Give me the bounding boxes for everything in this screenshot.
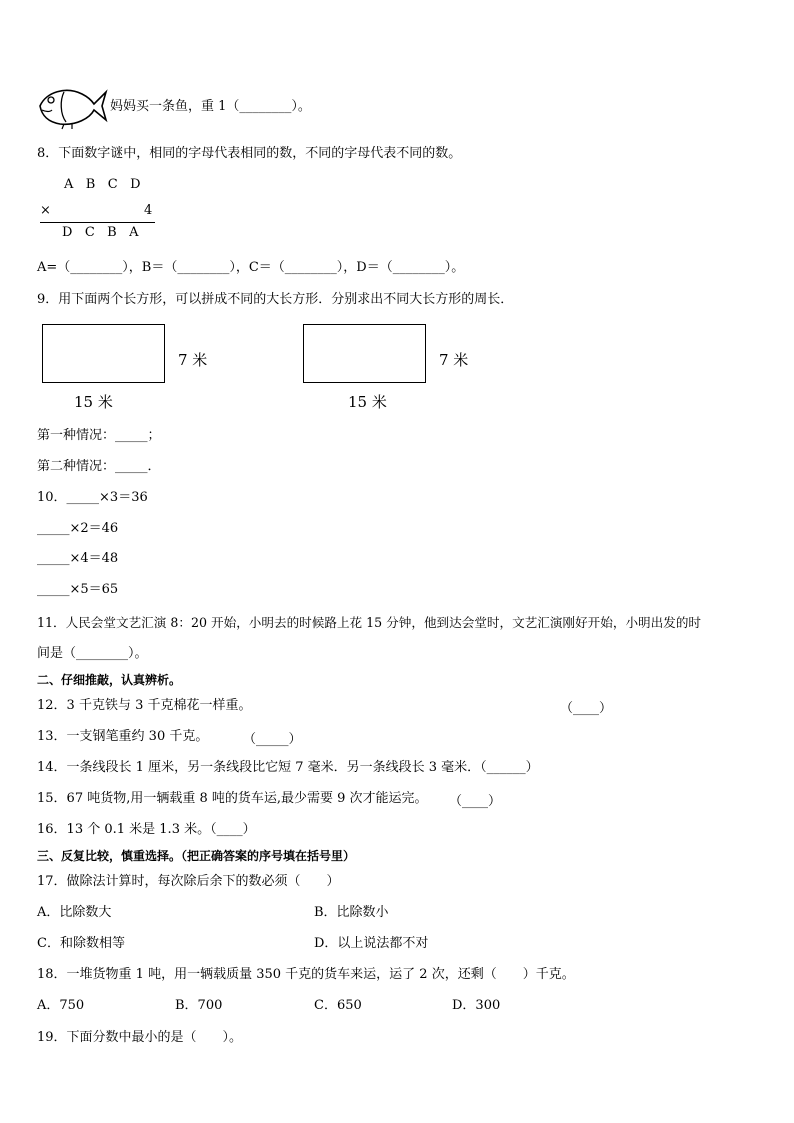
q18-option-a: A．750 bbox=[37, 998, 85, 1013]
q16-text: 16．13 个 0.1 米是 1.3 米。（____） bbox=[37, 822, 256, 837]
q7-fish-text: 妈妈买一条鱼，重 1（________）。 bbox=[110, 99, 311, 114]
q8-row1: A B C D bbox=[64, 177, 141, 192]
q12-bracket: （____） bbox=[560, 701, 613, 716]
q8-times: × bbox=[40, 203, 51, 218]
q15-text: 15．67 吨货物,用一辆载重 8 吨的货车运,最少需要 9 次才能运完。 bbox=[37, 791, 428, 806]
q18-question: 18．一堆货物重 1 吨，用一辆载质量 350 千克的货车来运，运了 2 次，还剩（ ）千克。 bbox=[37, 967, 575, 982]
q11-line2: 间是（________）。 bbox=[37, 646, 148, 661]
q8-answer-line: A=（________），B＝（________），C＝（________），D＝（________）。 bbox=[37, 260, 465, 275]
q17-option-a: A．比除数大 bbox=[37, 905, 112, 920]
q18-option-d: D．300 bbox=[452, 998, 501, 1013]
q9-question: 9．用下面两个长方形，可以拼成不同的大长方形．分别求出不同大长方形的周长． bbox=[37, 292, 514, 307]
rectangle-2 bbox=[303, 324, 426, 383]
q12-text: 12．3 千克铁与 3 千克棉花一样重。 bbox=[37, 698, 252, 713]
q10-line4: _____×5＝65 bbox=[37, 582, 119, 597]
q17-option-b: B．比除数小 bbox=[314, 905, 389, 920]
fish-drawing bbox=[36, 84, 108, 130]
q8-question: 8．下面数字谜中，相同的字母代表相同的数，不同的字母代表不同的数。 bbox=[37, 146, 462, 161]
rectangle-1 bbox=[42, 324, 165, 383]
q9-case2: 第二种情况：_____． bbox=[37, 459, 161, 474]
q11-line1: 11．人民会堂文艺汇演 8：20 开始，小明去的时候路上花 15 分钟，他到达会堂时，文艺汇演刚好开始，小明出发的时 bbox=[37, 615, 702, 630]
q19-question: 19．下面分数中最小的是（ ）。 bbox=[37, 1030, 243, 1045]
q18-option-c: C．650 bbox=[314, 998, 362, 1013]
q8-multiplier: 4 bbox=[144, 203, 153, 218]
q15-bracket: （____） bbox=[449, 794, 502, 809]
section3-title: 三、反复比较，慎重选择。（把正确答案的序号填在括号里） bbox=[37, 849, 356, 863]
q10-line3: _____×4＝48 bbox=[37, 551, 119, 566]
section2-title: 二、仔细推敲，认真辨析。 bbox=[37, 673, 182, 687]
q10-line2: _____×2＝46 bbox=[37, 521, 119, 536]
q17-option-c: C．和除数相等 bbox=[37, 936, 125, 951]
rect2-width-label: 15 米 bbox=[348, 393, 387, 411]
q14-text: 14．一条线段长 1 厘米，另一条线段比它短 7 毫米．另一条线段长 3 毫米．（______） bbox=[37, 760, 539, 775]
q17-option-d: D．以上说法都不对 bbox=[314, 936, 429, 951]
q9-case1: 第一种情况：_____； bbox=[37, 428, 161, 443]
q17-question: 17．做除法计算时，每次除后余下的数必须（ ） bbox=[37, 874, 340, 889]
q13-bracket: （_____） bbox=[243, 732, 302, 747]
q18-option-b: B．700 bbox=[175, 998, 223, 1013]
rect2-height-label: 7 米 bbox=[439, 351, 469, 369]
q8-row2: D C B A bbox=[62, 225, 139, 240]
q10-line1: 10．_____×3＝36 bbox=[37, 490, 148, 505]
q8-rule bbox=[40, 222, 155, 223]
rect1-width-label: 15 米 bbox=[74, 393, 113, 411]
q13-text: 13．一支钢笔重约 30 千克。 bbox=[37, 729, 209, 744]
rect1-height-label: 7 米 bbox=[178, 351, 208, 369]
